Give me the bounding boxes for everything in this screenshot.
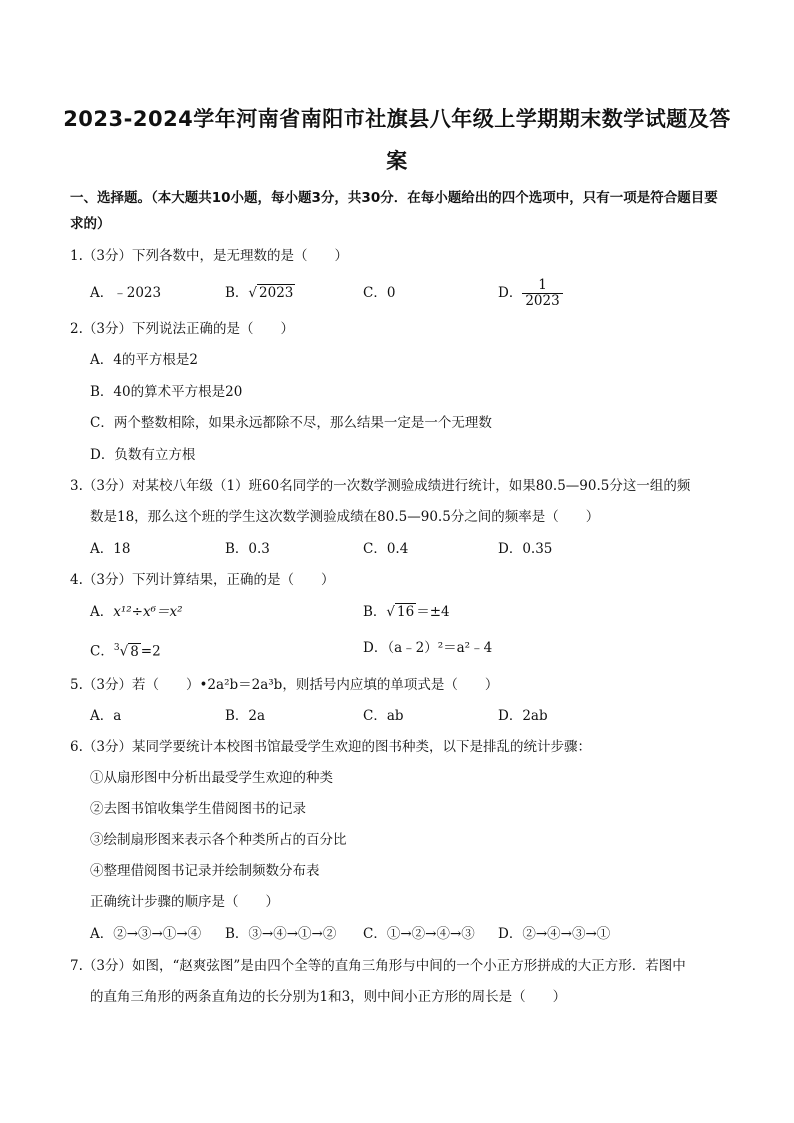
radicand: 16 [397, 604, 415, 620]
question-1-option-a: A．﹣2023 [90, 285, 162, 301]
question-5-stem: 5.（3分）若（ ）•2a²b＝2a³b，则括号内应填的单项式是（ ） [70, 677, 499, 693]
question-6-option-c: C．①→②→④→③ [363, 926, 475, 942]
question-1-option-b [225, 278, 295, 308]
question-4-option-a [90, 597, 183, 627]
exam-title-line2: 案 [386, 149, 408, 173]
question-2-option-b: B．40的算术平方根是20 [90, 384, 243, 400]
question-5-option-b: B．2a [225, 708, 266, 724]
option-c-label: C． [90, 643, 114, 660]
question-4-option-b [363, 597, 450, 627]
root-index: 3 [113, 643, 120, 653]
option-d-label: D． [498, 285, 523, 301]
expression-rest: ＝±4 [416, 604, 450, 620]
question-6-step-3: ③绘制扇形图来表示各个种类所占的百分比 [90, 832, 347, 848]
question-1-stem: 1.（3分）下列各数中，是无理数的是（ ） [70, 248, 348, 264]
sqrt-symbol: √ [248, 285, 258, 301]
section-heading: 一、选择题。（本大题共10小题，每小题3分，共30分．在每小题给出的四个选项中，只有一项是符合题目要求的） [70, 190, 718, 232]
question-6-step-1: ①从扇形图中分析出最受学生欢迎的种类 [90, 770, 333, 786]
question-6-ask: 正确统计步骤的顺序是（ ） [90, 894, 279, 910]
question-3-stem-line1: 3.（3分）对某校八年级（1）班60名同学的一次数学测验成绩进行统计，如果80.5—90.5分这一组的频 [70, 478, 691, 494]
question-3-option-a: A．18 [90, 541, 131, 557]
question-4-option-c [90, 633, 161, 667]
radicand: 8 [130, 643, 139, 660]
option-a-label: A． [90, 604, 114, 620]
question-6-option-b: B．③→④→①→② [225, 926, 337, 942]
sqrt-symbol: √ [119, 643, 129, 660]
question-6-step-2: ②去图书馆收集学生借阅图书的记录 [90, 801, 306, 817]
question-2-option-d: D．负数有立方根 [90, 447, 196, 463]
fraction-numerator: 1 [522, 278, 562, 294]
question-3-option-c: C．0.4 [363, 541, 409, 557]
question-7-stem-line1: 7.（3分）如图，“赵爽弦图”是由四个全等的直角三角形与中间的一个小正方形拼成的大正方形．若图中 [70, 958, 686, 974]
sqrt-symbol: √ [386, 604, 396, 620]
option-b-label: B． [225, 285, 249, 301]
question-6-option-a: A．②→③→①→④ [90, 926, 202, 942]
option-b-label: B． [363, 604, 387, 620]
fraction [522, 278, 562, 309]
question-2-option-a: A．4的平方根是2 [90, 352, 198, 368]
question-2-stem: 2.（3分）下列说法正确的是（ ） [70, 321, 294, 337]
question-3-option-b: B．0.3 [225, 541, 270, 557]
question-3-option-d: D．0.35 [498, 541, 553, 557]
expression-rest: =2 [140, 643, 161, 660]
question-4-option-d: D．（a﹣2）²＝a²﹣4 [363, 640, 493, 656]
question-6-step-4: ④整理借阅图书记录并绘制频数分布表 [90, 863, 320, 879]
question-5-option-c: C．ab [363, 708, 404, 724]
question-5-option-a: A．a [90, 708, 122, 724]
question-5-option-d: D．2ab [498, 708, 548, 724]
question-1-option-d [498, 278, 563, 309]
fraction-denominator: 2023 [525, 293, 560, 309]
exam-title-line1: 2023-2024学年河南省南阳市社旗县八年级上学期期末数学试题及答 [63, 107, 731, 131]
question-6-stem: 6.（3分）某同学要统计本校图书馆最受学生欢迎的图书种类，以下是排乱的统计步骤： [70, 739, 591, 755]
question-3-stem-line2: 数是18，那么这个班的学生这次数学测验成绩在80.5—90.5分之间的频率是（ ） [90, 509, 600, 525]
question-1-option-c: C．0 [363, 285, 396, 301]
question-6-option-d: D．②→④→③→① [498, 926, 611, 942]
question-4-stem: 4.（3分）下列计算结果，正确的是（ ） [70, 572, 335, 588]
radicand: 2023 [259, 285, 294, 301]
question-2-option-c: C．两个整数相除，如果永远都除不尽，那么结果一定是一个无理数 [90, 415, 492, 431]
question-7-stem-line2: 的直角三角形的两条直角边的长分别为1和3，则中间小正方形的周长是（ ） [90, 989, 567, 1005]
expression: x¹²÷x⁶＝x² [113, 604, 183, 620]
